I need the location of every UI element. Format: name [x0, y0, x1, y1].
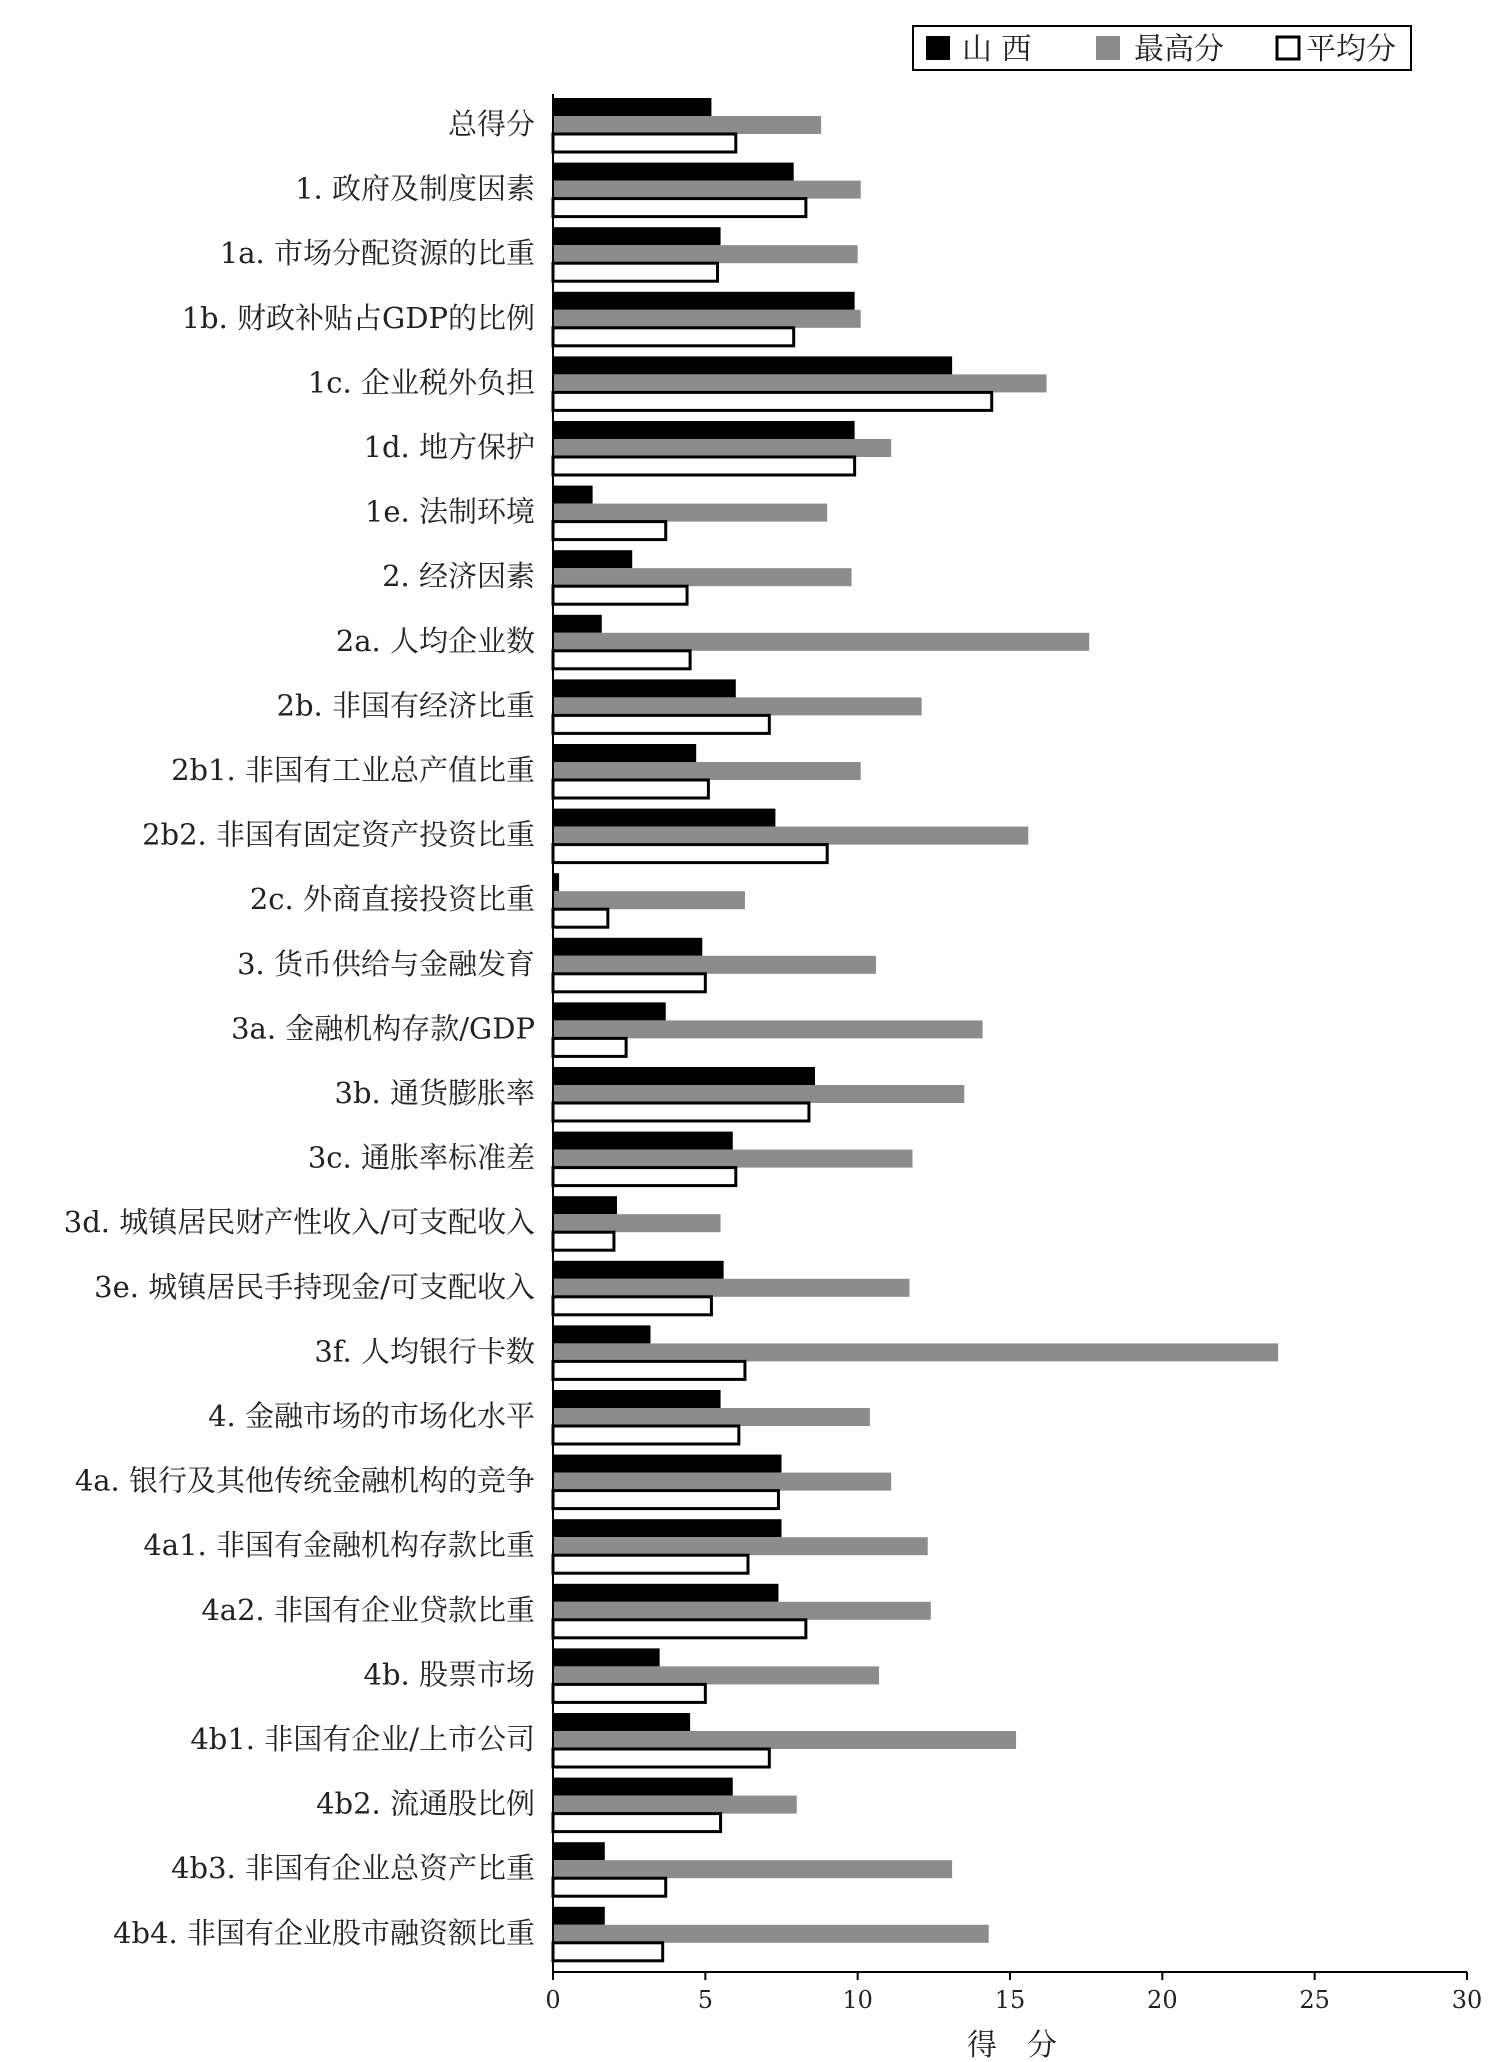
bar-highest-0	[553, 116, 821, 134]
bar-highest-4	[553, 374, 1047, 392]
bar-average-25	[553, 1749, 769, 1767]
bar-average-7	[553, 586, 687, 604]
bar-highest-3	[553, 310, 861, 328]
bar-average-22	[553, 1555, 748, 1573]
category-label-22: 4a1. 非国有金融机构存款比重	[143, 1528, 535, 1563]
bar-shanxi-24	[553, 1648, 660, 1666]
bar-average-10	[553, 780, 708, 798]
category-label-1: 1. 政府及制度因素	[295, 171, 535, 206]
bar-shanxi-4	[553, 356, 952, 374]
bar-shanxi-1	[553, 163, 794, 181]
bar-average-1	[553, 199, 806, 217]
bar-shanxi-0	[553, 98, 711, 116]
bars-layer	[553, 98, 1278, 1961]
bar-shanxi-25	[553, 1713, 690, 1731]
bar-shanxi-2	[553, 227, 721, 245]
bar-average-2	[553, 263, 718, 281]
bar-shanxi-8	[553, 615, 602, 633]
x-tick-label-4: 20	[1147, 1986, 1178, 2014]
bar-shanxi-19	[553, 1325, 650, 1343]
bar-highest-12	[553, 891, 745, 909]
bar-shanxi-17	[553, 1196, 617, 1214]
category-label-23: 4a2. 非国有企业贷款比重	[201, 1592, 535, 1627]
bar-shanxi-27	[553, 1842, 605, 1860]
bar-shanxi-6	[553, 486, 593, 504]
bar-highest-23	[553, 1602, 931, 1620]
x-axis-title: 得 分	[967, 2028, 1057, 2062]
category-label-27: 4b3. 非国有企业总资产比重	[171, 1851, 535, 1886]
bar-average-9	[553, 715, 769, 733]
bar-highest-25	[553, 1731, 1016, 1749]
bar-shanxi-14	[553, 1002, 666, 1020]
legend-label-shanxi: 山 西	[962, 32, 1032, 67]
category-label-19: 3f. 人均银行卡数	[314, 1334, 535, 1369]
bar-shanxi-18	[553, 1261, 724, 1279]
bar-average-11	[553, 845, 827, 863]
category-label-2: 1a. 市场分配资源的比重	[219, 236, 535, 271]
category-label-8: 2a. 人均企业数	[335, 623, 535, 658]
bar-shanxi-23	[553, 1584, 778, 1602]
category-label-9: 2b. 非国有经济比重	[276, 688, 535, 723]
category-label-28: 4b4. 非国有企业股市融资额比重	[113, 1915, 535, 1950]
bar-highest-21	[553, 1473, 891, 1491]
bar-average-8	[553, 651, 690, 669]
bar-average-6	[553, 522, 666, 540]
bar-highest-8	[553, 633, 1089, 651]
bar-shanxi-13	[553, 938, 702, 956]
bar-average-20	[553, 1426, 739, 1444]
category-label-14: 3a. 金融机构存款/GDP	[231, 1011, 535, 1046]
category-label-10: 2b1. 非国有工业总产值比重	[171, 753, 535, 787]
bar-average-12	[553, 909, 608, 927]
category-label-3: 1b. 财政补贴占GDP的比例	[181, 300, 535, 335]
bar-average-18	[553, 1297, 711, 1315]
bar-shanxi-28	[553, 1907, 605, 1925]
category-label-4: 1c. 企业税外负担	[307, 365, 535, 400]
bar-highest-22	[553, 1537, 928, 1555]
category-label-7: 2. 经济因素	[382, 559, 535, 594]
x-tick-label-1: 5	[697, 1986, 713, 2014]
bar-shanxi-26	[553, 1778, 733, 1796]
x-tick-label-2: 10	[842, 1986, 873, 2014]
bar-highest-9	[553, 697, 922, 715]
bar-shanxi-10	[553, 744, 696, 762]
bar-highest-13	[553, 956, 876, 974]
category-label-5: 1d. 地方保护	[363, 430, 535, 464]
bar-shanxi-3	[553, 292, 855, 310]
bar-highest-1	[553, 181, 861, 199]
bar-average-17	[553, 1232, 614, 1250]
category-label-6: 1e. 法制环境	[364, 494, 535, 529]
bar-average-4	[553, 392, 992, 410]
category-label-15: 3b. 通货膨胀率	[334, 1076, 535, 1110]
category-label-21: 4a. 银行及其他传统金融机构的竞争	[74, 1463, 535, 1498]
bar-highest-16	[553, 1150, 913, 1168]
bar-shanxi-22	[553, 1519, 782, 1537]
bar-average-21	[553, 1491, 778, 1509]
category-labels	[64, 107, 535, 1950]
category-label-17: 3d. 城镇居民财产性收入/可支配收入	[63, 1205, 535, 1240]
category-label-24: 4b. 股票市场	[363, 1657, 535, 1692]
bar-highest-7	[553, 568, 852, 586]
category-label-18: 3e. 城镇居民手持现金/可支配收入	[94, 1269, 535, 1304]
x-tick-label-0: 0	[545, 1986, 561, 2014]
bar-highest-19	[553, 1343, 1278, 1361]
bar-highest-5	[553, 439, 891, 457]
category-label-12: 2c. 外商直接投资比重	[249, 882, 535, 917]
bar-shanxi-9	[553, 679, 736, 697]
legend-swatch-highest	[1096, 36, 1120, 60]
legend-label-highest: 最高分	[1134, 32, 1224, 67]
bar-highest-6	[553, 504, 827, 522]
bar-highest-14	[553, 1020, 983, 1038]
legend	[913, 26, 1411, 70]
bar-average-3	[553, 328, 794, 346]
bar-shanxi-21	[553, 1455, 782, 1473]
bar-highest-2	[553, 245, 858, 263]
bar-average-15	[553, 1103, 809, 1121]
x-tick-label-5: 25	[1299, 1986, 1330, 2014]
bar-highest-18	[553, 1279, 909, 1297]
bar-shanxi-5	[553, 421, 855, 439]
category-label-25: 4b1. 非国有企业/上市公司	[190, 1722, 535, 1756]
bar-highest-27	[553, 1860, 952, 1878]
bar-average-19	[553, 1361, 745, 1379]
bar-highest-28	[553, 1925, 989, 1943]
bar-average-24	[553, 1684, 705, 1702]
category-label-26: 4b2. 流通股比例	[316, 1786, 535, 1821]
category-label-13: 3. 货币供给与金融发育	[237, 946, 535, 981]
bar-average-13	[553, 974, 705, 992]
bar-average-16	[553, 1168, 736, 1186]
bar-shanxi-16	[553, 1132, 733, 1150]
legend-swatch-shanxi	[926, 36, 950, 60]
legend-swatch-average	[1277, 37, 1299, 59]
bar-highest-11	[553, 827, 1028, 845]
x-tick-label-6: 30	[1451, 1986, 1483, 2014]
bar-average-26	[553, 1814, 721, 1832]
category-label-0: 总得分	[447, 107, 535, 141]
category-label-11: 2b2. 非国有固定资产投资比重	[142, 817, 535, 852]
bar-shanxi-7	[553, 550, 632, 568]
bar-average-27	[553, 1878, 666, 1896]
category-label-20: 4. 金融市场的市场化水平	[208, 1399, 535, 1433]
legend-label-average: 平均分	[1306, 32, 1396, 67]
bar-average-28	[553, 1943, 663, 1961]
category-label-16: 3c. 通胀率标准差	[307, 1140, 535, 1175]
bar-highest-10	[553, 762, 861, 780]
bar-average-0	[553, 134, 736, 152]
x-tick-label-3: 15	[994, 1986, 1026, 2014]
bar-shanxi-15	[553, 1067, 815, 1085]
bar-highest-15	[553, 1085, 964, 1103]
bar-average-23	[553, 1620, 806, 1638]
bar-shanxi-11	[553, 809, 775, 827]
bar-highest-24	[553, 1666, 879, 1684]
bar-shanxi-20	[553, 1390, 721, 1408]
bar-highest-20	[553, 1408, 870, 1426]
bar-highest-26	[553, 1796, 797, 1814]
bar-average-5	[553, 457, 855, 475]
bar-average-14	[553, 1038, 626, 1056]
bar-highest-17	[553, 1214, 721, 1232]
